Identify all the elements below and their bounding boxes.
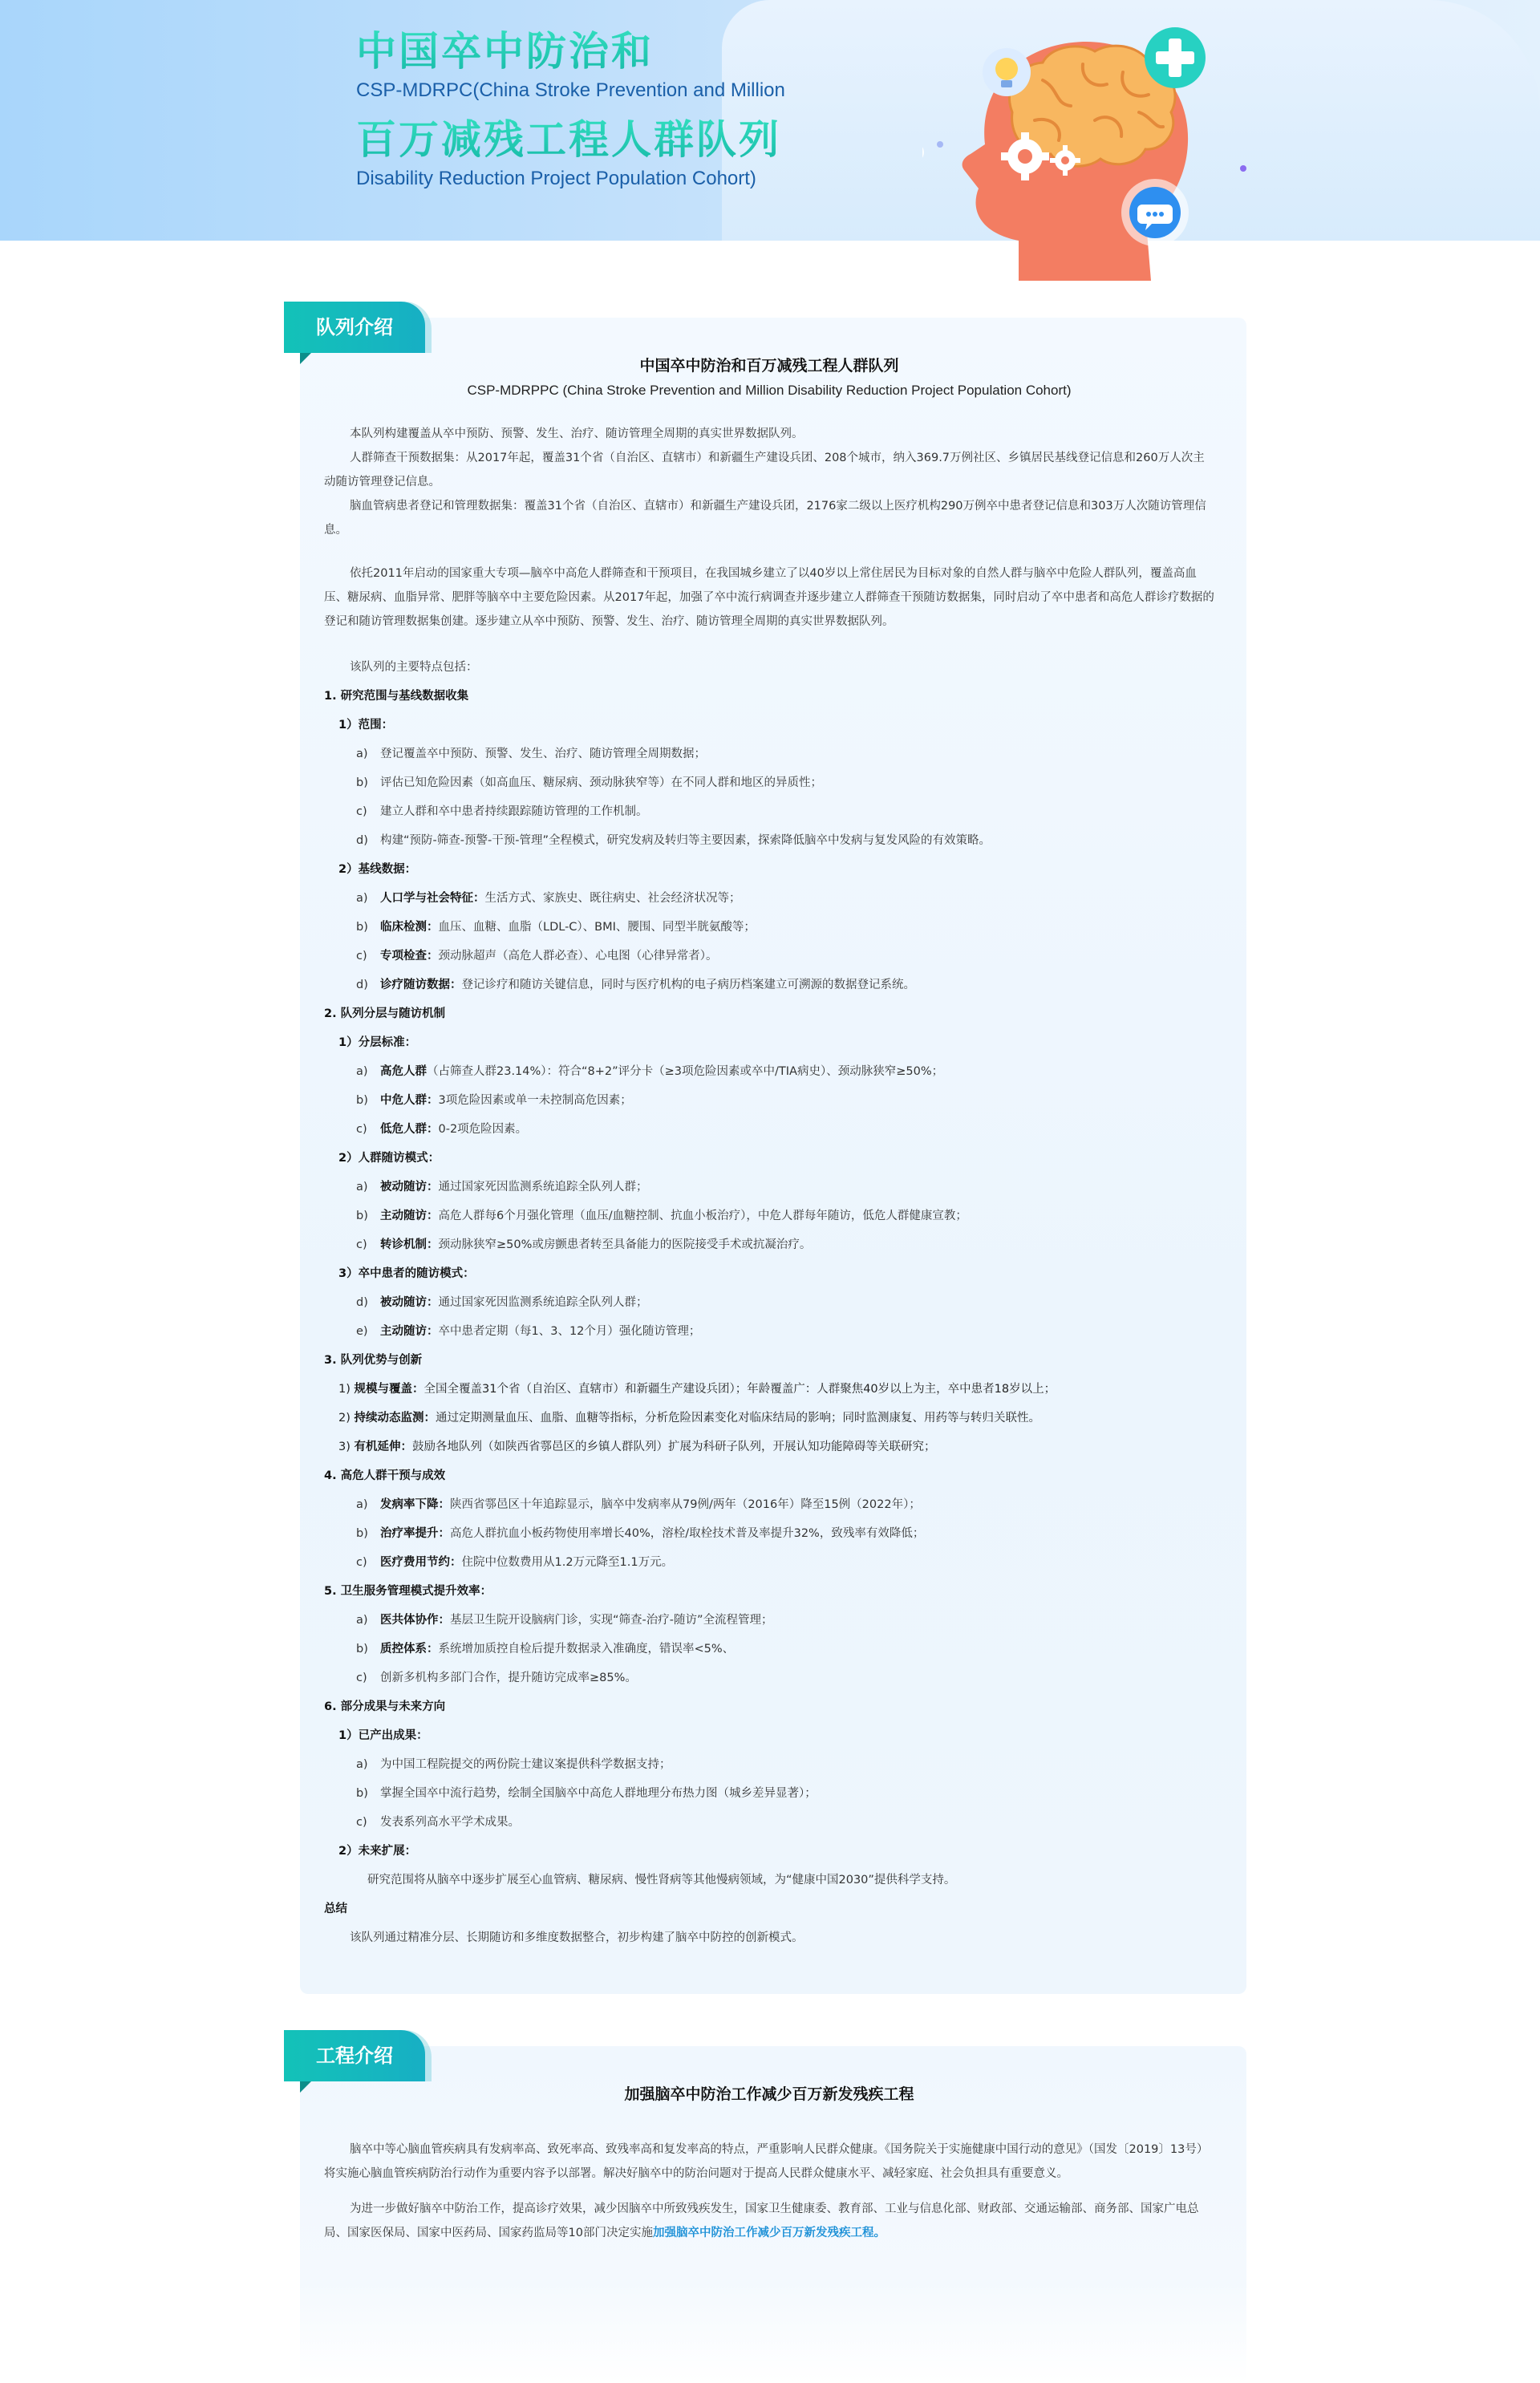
project-section — [284, 2030, 1246, 2383]
list-item: c) 专项检查：颈动脉超声（高危人群必查）、心电图（心律异常者）。 — [356, 950, 718, 963]
cohort-section-tab: 队列介绍 — [284, 302, 425, 353]
intro-paragraph: 人群筛查干预数据集：从2017年起，覆盖31个省（自治区、直辖市）和新疆生产建设兵团、208个城市，纳入369.7万例社区、乡镇居民基线登记信息和260万人次主动随访管理登记信息。 — [324, 452, 1205, 488]
list-item: a) 人口学与社会特征：生活方式、家族史、既往病史、社会经济状况等； — [356, 892, 741, 905]
subsection-heading: 2）人群随访模式： — [338, 1152, 440, 1165]
chat-bubble-icon — [1121, 179, 1189, 246]
list-item: a) 登记覆盖卒中预防、预警、发生、治疗、随访管理全周期数据； — [356, 748, 706, 760]
list-item: c) 低危人群：0-2项危险因素。 — [356, 1123, 528, 1136]
list-item: 3) 有机延伸：鼓励各地队列（如陕西省鄠邑区的乡镇人群队列）扩展为科研子队列，开展认知功能障碍等关联研究； — [338, 1441, 936, 1453]
cohort-subtitle: CSP-MDRPPC (China Stroke Prevention and Million Disability Reduction Project Population Cohort) — [467, 383, 1072, 398]
intro-paragraph: 脑血管病患者登记和管理数据集：覆盖31个省（自治区、直辖市）和新疆生产建设兵团，2176家二级以上医疗机构290万例卒中患者登记信息和303万人次随访管理信息。 — [324, 500, 1206, 537]
subsection-heading: 1）范围： — [338, 719, 394, 732]
banner-title-block — [356, 26, 853, 193]
project-paragraph: 为进一步做好脑卒中防治工作，提高诊疗效果，减少因脑卒中所致残疾发生，国家卫生健康委、教育部、工业与信息化部、财政部、交通运输部、商务部、国家广电总局、国家医保局、国家中医药局、国家药监局等10部门决定实施加强脑卒中防治工作减少百万新发残疾工程。 — [324, 2203, 1199, 2239]
list-item: a) 医共体协作：基层卫生院开设脑病门诊，实现“筛查-治疗-随访”全流程管理； — [356, 1614, 773, 1627]
banner-title-cn-line2: 百万减残工程人群队列 — [356, 114, 853, 165]
plus-icon — [1145, 27, 1206, 88]
intro-paragraph: 本队列构建覆盖从卒中预防、预警、发生、治疗、随访管理全周期的真实世界数据队列。 — [350, 428, 804, 440]
cohort-document — [324, 355, 1214, 1952]
list-item: b) 临床检测：血压、血糖、血脂（LDL-C）、BMI、腰围、同型半胱氨酸等； — [356, 921, 756, 934]
banner-title-cn-line1: 中国卒中防治和 — [356, 26, 853, 77]
subsection-heading: 1）分层标准： — [338, 1036, 417, 1049]
subsection-heading: 3）卒中患者的随访模式： — [338, 1267, 475, 1280]
section-heading: 6. 部分成果与未来方向 — [324, 1700, 446, 1713]
list-item: a) 为中国工程院提交的两份院士建议案提供科学数据支持； — [356, 1758, 671, 1771]
project-name-link[interactable]: 加强脑卒中防治工作减少百万新发残疾工程。 — [652, 2227, 886, 2239]
list-item: a) 高危人群（占筛查人群23.14%）：符合“8+2”评分卡（≥3项危险因素或卒中/TIA病史）、颈动脉狭窄≥50%； — [356, 1065, 944, 1078]
subsection-heading: 2）基线数据： — [338, 863, 417, 876]
brain-head-illustration — [922, 0, 1259, 297]
list-item: 1) 规模与覆盖：全国全覆盖31个省（自治区、直辖市）和新疆生产建设兵团）；年龄覆盖广：人群聚焦40岁以上为主，卒中患者18岁以上； — [338, 1383, 1056, 1396]
list-item: b) 中危人群：3项危险因素或单一未控制高危因素； — [356, 1094, 632, 1107]
section-heading: 5. 卫生服务管理模式提升效率： — [324, 1585, 492, 1598]
section-heading: 3. 队列优势与创新 — [324, 1354, 423, 1367]
list-item: c) 建立人群和卒中患者持续跟踪随访管理的工作机制。 — [356, 805, 648, 818]
banner-title-en-line1: CSP-MDRPC(China Stroke Prevention and Million — [356, 79, 785, 101]
banner-title-en-line2: Disability Reduction Project Population Cohort) — [356, 168, 756, 189]
project-paragraph: 脑卒中等心脑血管疾病具有发病率高、致死率高、致残率高和复发率高的特点，严重影响人民群众健康。《国务院关于实施健康中国行动的意见》（国发〔2019〕13号）将实施心脑血管疾病防治行动作为重要内容予以部署。解决好脑卒中的防治问题对于提高人民群众健康水平、减轻家庭、社会负担具有重要意义。 — [324, 2143, 1209, 2180]
list-item: a) 发病率下降：陕西省鄠邑区十年追踪显示，脑卒中发病率从79例/两年（2016年）降至15例（2022年）； — [356, 1498, 921, 1511]
future-text: 研究范围将从脑卒中逐步扩展至心血管病、糖尿病、慢性肾病等其他慢病领域，为“健康中国2030”提供科学支持。 — [367, 1874, 956, 1887]
list-item: d) 被动随访：通过国家死因监测系统追踪全队列人群； — [356, 1296, 648, 1309]
list-item: b) 掌握全国卒中流行趋势，绘制全国脑卒中高危人群地理分布热力图（城乡差异显著）； — [356, 1787, 817, 1800]
project-title: 加强脑卒中防治工作减少百万新发残疾工程 — [624, 2085, 914, 2103]
list-item: b) 评估已知危险因素（如高血压、糖尿病、颈动脉狭窄等）在不同人群和地区的异质性； — [356, 776, 822, 789]
list-item: c) 创新多机构多部门合作，提升随访完成率≥85%。 — [356, 1672, 637, 1684]
background-paragraph: 依托2011年启动的国家重大专项—脑卒中高危人群筛查和干预项目，在我国城乡建立了以40岁以上常住居民为目标对象的自然人群与脑卒中危险人群队列，覆盖高血压、糖尿病、血脂异常、肥胖等脑卒中主要危险因素。从2017年起，加强了卒中流行病调查并逐步建立人群筛查干预随访数据集，同时启动了卒中患者和高危人群诊疗数据的登记和随访管理数据集创建。逐步建立从卒中预防、预警、发生、治疗、随访管理全周期的真实世界数据队列。 — [324, 567, 1214, 628]
light-bulb-icon — [983, 48, 1031, 96]
list-item: c) 转诊机制：颈动脉狭窄≥50%或房颤患者转至具备能力的医院接受手术或抗凝治疗。 — [356, 1238, 812, 1251]
features-intro: 该队列的主要特点包括： — [350, 661, 478, 674]
subsection-heading: 2）未来扩展： — [338, 1845, 417, 1858]
list-item: 2) 持续动态监测：通过定期测量血压、血脂、血糖等指标，分析危险因素变化对临床结局的影响；同时监测康复、用药等与转归关联性。 — [338, 1412, 1040, 1425]
section-heading: 1. 研究范围与基线数据收集 — [324, 690, 469, 703]
list-item: d) 构建“预防-筛查-预警-干预-管理”全程模式，研究发病及转归等主要因素，探索降低脑卒中发病与复发风险的有效策略。 — [356, 834, 991, 847]
list-item: c) 医疗费用节约：住院中位数费用从1.2万元降至1.1万元。 — [356, 1556, 674, 1569]
cohort-title: 中国卒中防治和百万减残工程人群队列 — [639, 357, 899, 375]
list-item: a) 被动随访：通过国家死因监测系统追踪全队列人群； — [356, 1181, 648, 1194]
list-item: b) 治疗率提升：高危人群抗血小板药物使用率增长40%，溶栓/取栓技术普及率提升32%，致残率有效降低； — [356, 1527, 925, 1540]
section-heading: 4. 高危人群干预与成效 — [324, 1469, 446, 1482]
section-heading: 2. 队列分层与随访机制 — [324, 1007, 446, 1020]
list-item: c) 发表系列高水平学术成果。 — [356, 1816, 520, 1829]
summary-text: 该队列通过精准分层、长期随访和多维度数据整合，初步构建了脑卒中防控的创新模式。 — [350, 1931, 804, 1944]
hero-banner — [0, 0, 1540, 241]
project-document — [324, 2083, 1214, 2245]
list-item: b) 质控体系：系统增加质控自检后提升数据录入准确度，错误率<5%、 — [356, 1643, 735, 1656]
cohort-section — [284, 302, 1246, 1994]
list-item: d) 诊疗随访数据：登记诊疗和随访关键信息，同时与医疗机构的电子病历档案建立可溯源的数据登记系统。 — [356, 979, 915, 991]
project-section-tab: 工程介绍 — [284, 2030, 425, 2081]
list-item: e) 主动随访：卒中患者定期（每1、3、12个月）强化随访管理； — [356, 1325, 701, 1338]
list-item: b) 主动随访：高危人群每6个月强化管理（血压/血糖控制、抗血小板治疗），中危人群每年随访，低危人群健康宣教； — [356, 1210, 967, 1222]
subsection-heading: 1）已产出成果： — [338, 1729, 428, 1742]
summary-heading: 总结 — [324, 1903, 347, 1915]
